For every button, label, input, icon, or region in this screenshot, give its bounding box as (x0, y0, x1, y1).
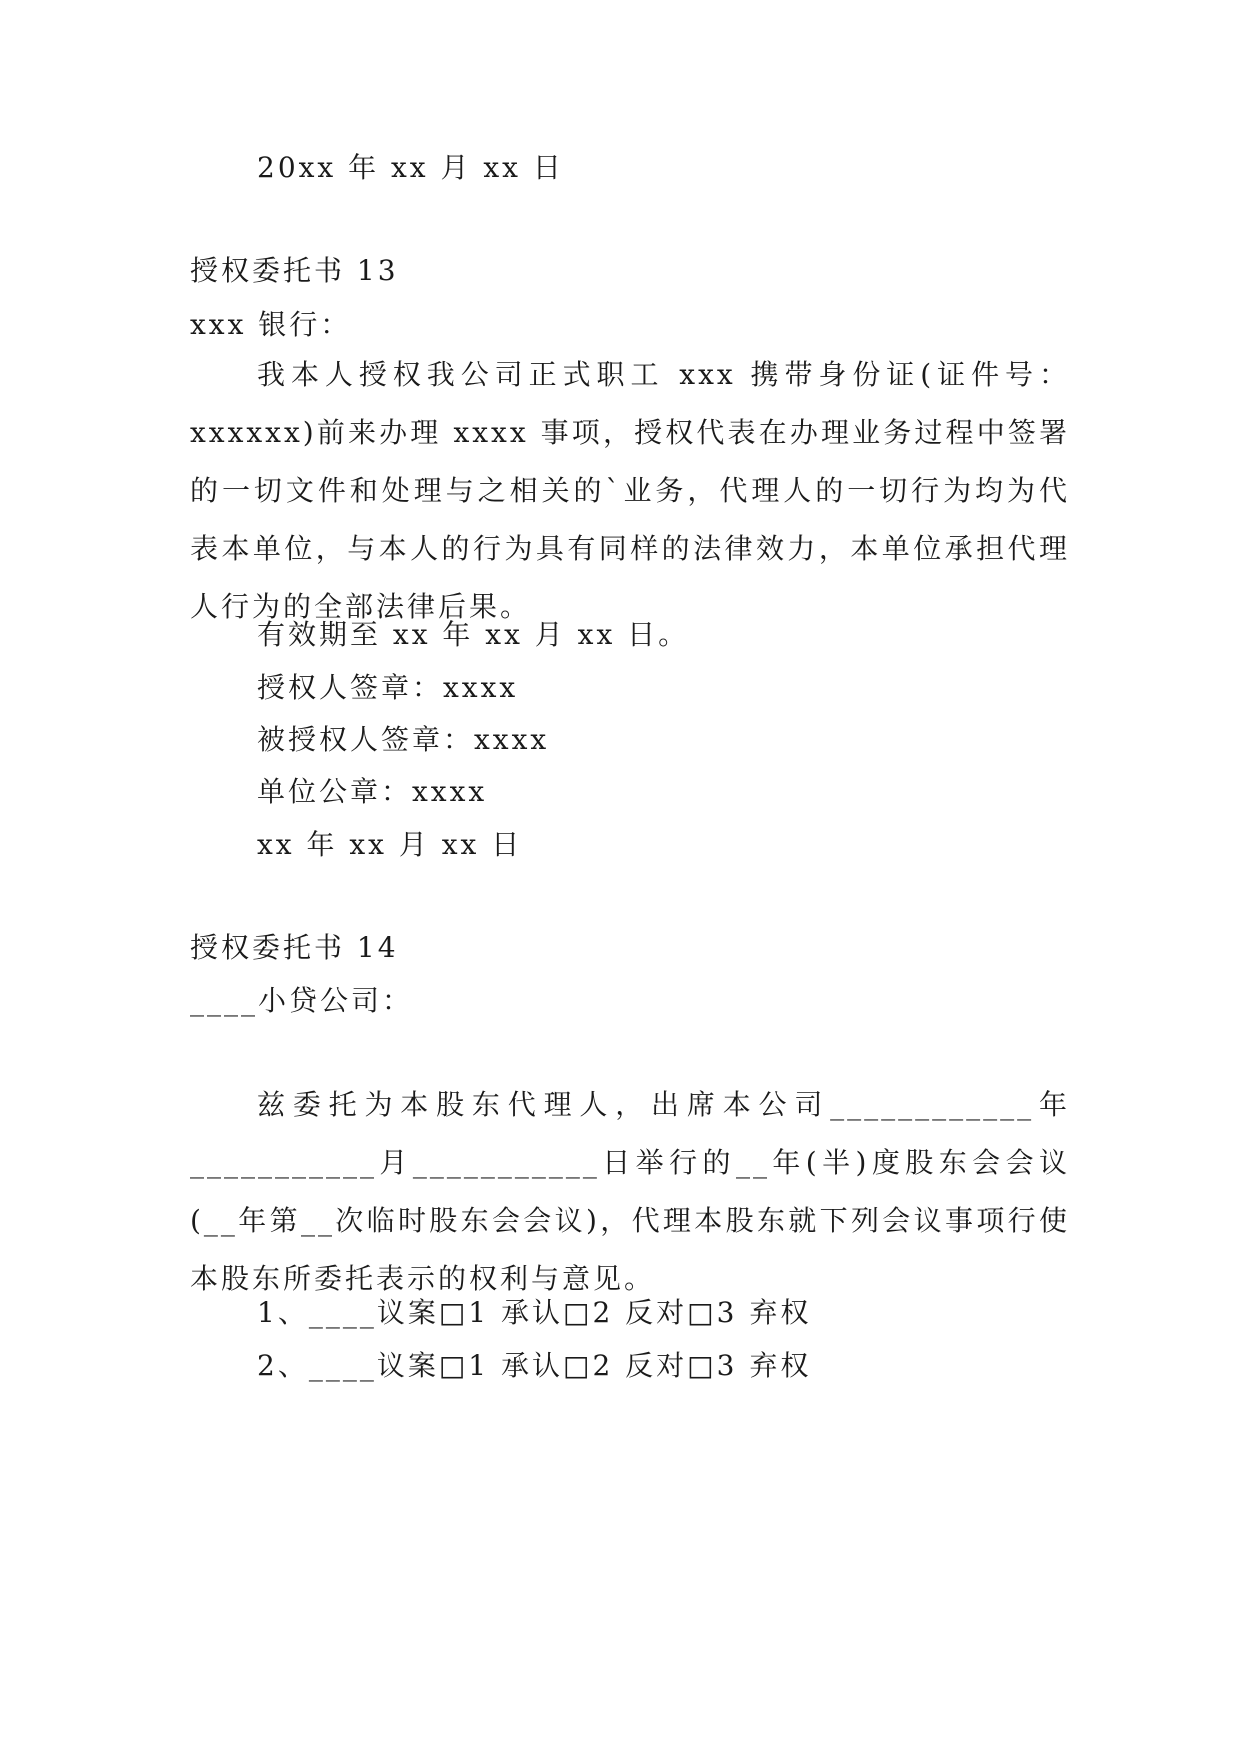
section-13-validity: 有效期至 xx 年 xx 月 xx 日。 (257, 618, 690, 651)
section-14-title: 授权委托书 14 (190, 931, 399, 964)
section-14-item-2: 2、____议案□1 承认□2 反对□3 弃权 (257, 1349, 812, 1382)
section-14-addressee: ____小贷公司： (190, 984, 414, 1017)
section-13-grantee-sign: 被授权人签章：xxxx (257, 723, 550, 756)
section-13-body: 我本人授权我公司正式职工 xxx 携带身份证(证件号：xxxxxx)前来办理 xxxx 事项，授权代表在办理业务过程中签署的一切文件和处理与之相关的`业务，代理人的一切行为均为代表本单位，与本人的行为具有同样的法律效力，本单位承担代理人行为的全部法律后果。 (190, 358, 1070, 623)
top-date: 20xx 年 xx 月 xx 日 (257, 151, 564, 184)
section-13-grantor-sign: 授权人签章：xxxx (257, 671, 519, 704)
section-14-body: 兹委托为本股东代理人，出席本公司____________年___________月___________日举行的__年(半)度股东会会议(__年第__次临时股东会会议)，代理本股东就下列会议事项行使本股东所委托表示的权利与意见。 (190, 1088, 1070, 1295)
section-14-item-1: 1、____议案□1 承认□2 反对□3 弃权 (257, 1296, 812, 1329)
section-13-title: 授权委托书 13 (190, 254, 399, 287)
section-13-date: xx 年 xx 月 xx 日 (257, 828, 523, 861)
section-13-addressee: xxx 银行： (190, 308, 352, 341)
section-13-company-seal: 单位公章：xxxx (257, 775, 488, 808)
